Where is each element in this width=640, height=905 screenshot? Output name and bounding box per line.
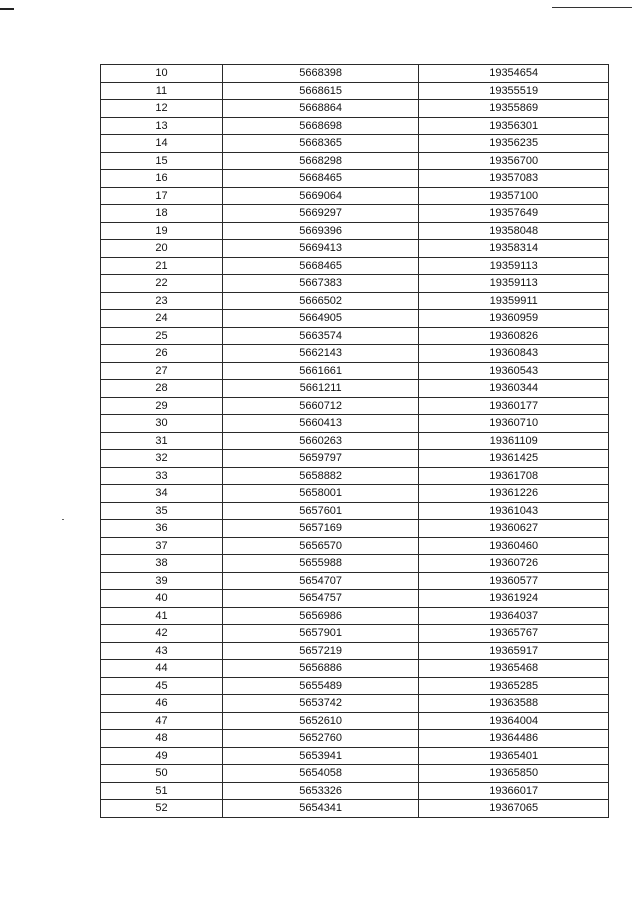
y-coordinate-cell: 19356235 xyxy=(419,135,609,153)
y-coordinate-cell: 19365401 xyxy=(419,747,609,765)
y-coordinate-cell: 19361043 xyxy=(419,502,609,520)
point-number-cell: 14 xyxy=(101,135,223,153)
x-coordinate-cell: 5664905 xyxy=(222,310,418,328)
x-coordinate-cell: 5652760 xyxy=(222,730,418,748)
y-coordinate-cell: 19366017 xyxy=(419,782,609,800)
coordinates-table xyxy=(100,64,609,818)
table-row xyxy=(101,222,609,240)
table-row xyxy=(101,765,609,783)
table-row xyxy=(101,555,609,573)
x-coordinate-cell: 5653941 xyxy=(222,747,418,765)
point-number-cell: 36 xyxy=(101,520,223,538)
point-number-cell: 15 xyxy=(101,152,223,170)
x-coordinate-cell: 5656570 xyxy=(222,537,418,555)
table-row xyxy=(101,572,609,590)
x-coordinate-cell: 5669064 xyxy=(222,187,418,205)
coordinates-table-body xyxy=(101,65,609,818)
y-coordinate-cell: 19365917 xyxy=(419,642,609,660)
point-number-cell: 43 xyxy=(101,642,223,660)
x-coordinate-cell: 5653326 xyxy=(222,782,418,800)
y-coordinate-cell: 19360959 xyxy=(419,310,609,328)
table-row xyxy=(101,152,609,170)
table-row xyxy=(101,520,609,538)
y-coordinate-cell: 19361109 xyxy=(419,432,609,450)
table-row xyxy=(101,590,609,608)
table-row xyxy=(101,432,609,450)
point-number-cell: 39 xyxy=(101,572,223,590)
table-row xyxy=(101,345,609,363)
x-coordinate-cell: 5655988 xyxy=(222,555,418,573)
table-row xyxy=(101,642,609,660)
y-coordinate-cell: 19359113 xyxy=(419,275,609,293)
point-number-cell: 34 xyxy=(101,485,223,503)
y-coordinate-cell: 19360710 xyxy=(419,415,609,433)
point-number-cell: 18 xyxy=(101,205,223,223)
point-number-cell: 46 xyxy=(101,695,223,713)
point-number-cell: 24 xyxy=(101,310,223,328)
x-coordinate-cell: 5660263 xyxy=(222,432,418,450)
point-number-cell: 16 xyxy=(101,170,223,188)
point-number-cell: 49 xyxy=(101,747,223,765)
y-coordinate-cell: 19356301 xyxy=(419,117,609,135)
x-coordinate-cell: 5656986 xyxy=(222,607,418,625)
table-row xyxy=(101,380,609,398)
point-number-cell: 17 xyxy=(101,187,223,205)
x-coordinate-cell: 5667383 xyxy=(222,275,418,293)
point-number-cell: 31 xyxy=(101,432,223,450)
table-row xyxy=(101,82,609,100)
y-coordinate-cell: 19367065 xyxy=(419,800,609,818)
x-coordinate-cell: 5657901 xyxy=(222,625,418,643)
x-coordinate-cell: 5659797 xyxy=(222,450,418,468)
table-row xyxy=(101,747,609,765)
point-number-cell: 13 xyxy=(101,117,223,135)
point-number-cell: 11 xyxy=(101,82,223,100)
table-row xyxy=(101,310,609,328)
x-coordinate-cell: 5654707 xyxy=(222,572,418,590)
point-number-cell: 23 xyxy=(101,292,223,310)
table-row xyxy=(101,537,609,555)
point-number-cell: 47 xyxy=(101,712,223,730)
y-coordinate-cell: 19364037 xyxy=(419,607,609,625)
table-row xyxy=(101,712,609,730)
point-number-cell: 50 xyxy=(101,765,223,783)
x-coordinate-cell: 5657601 xyxy=(222,502,418,520)
x-coordinate-cell: 5654058 xyxy=(222,765,418,783)
table-row xyxy=(101,117,609,135)
point-number-cell: 40 xyxy=(101,590,223,608)
table-row xyxy=(101,660,609,678)
y-coordinate-cell: 19360726 xyxy=(419,555,609,573)
point-number-cell: 35 xyxy=(101,502,223,520)
table-row xyxy=(101,327,609,345)
y-coordinate-cell: 19364486 xyxy=(419,730,609,748)
table-row xyxy=(101,170,609,188)
table-row xyxy=(101,467,609,485)
x-coordinate-cell: 5668298 xyxy=(222,152,418,170)
point-number-cell: 25 xyxy=(101,327,223,345)
table-row xyxy=(101,135,609,153)
y-coordinate-cell: 19361226 xyxy=(419,485,609,503)
table-row xyxy=(101,362,609,380)
x-coordinate-cell: 5657219 xyxy=(222,642,418,660)
y-coordinate-cell: 19361708 xyxy=(419,467,609,485)
x-coordinate-cell: 5660413 xyxy=(222,415,418,433)
y-coordinate-cell: 19365767 xyxy=(419,625,609,643)
x-coordinate-cell: 5663574 xyxy=(222,327,418,345)
y-coordinate-cell: 19360460 xyxy=(419,537,609,555)
table-row xyxy=(101,205,609,223)
point-number-cell: 37 xyxy=(101,537,223,555)
point-number-cell: 30 xyxy=(101,415,223,433)
scan-mark-left xyxy=(0,8,14,10)
y-coordinate-cell: 19358314 xyxy=(419,240,609,258)
x-coordinate-cell: 5668365 xyxy=(222,135,418,153)
point-number-cell: 28 xyxy=(101,380,223,398)
x-coordinate-cell: 5669297 xyxy=(222,205,418,223)
x-coordinate-cell: 5668465 xyxy=(222,257,418,275)
table-row xyxy=(101,782,609,800)
table-row xyxy=(101,607,609,625)
table-row xyxy=(101,187,609,205)
table-row xyxy=(101,100,609,118)
table-row xyxy=(101,240,609,258)
x-coordinate-cell: 5666502 xyxy=(222,292,418,310)
y-coordinate-cell: 19357649 xyxy=(419,205,609,223)
x-coordinate-cell: 5661211 xyxy=(222,380,418,398)
y-coordinate-cell: 19360577 xyxy=(419,572,609,590)
point-number-cell: 27 xyxy=(101,362,223,380)
point-number-cell: 19 xyxy=(101,222,223,240)
y-coordinate-cell: 19354654 xyxy=(419,65,609,83)
x-coordinate-cell: 5660712 xyxy=(222,397,418,415)
x-coordinate-cell: 5653742 xyxy=(222,695,418,713)
table-row xyxy=(101,65,609,83)
y-coordinate-cell: 19356700 xyxy=(419,152,609,170)
y-coordinate-cell: 19360177 xyxy=(419,397,609,415)
x-coordinate-cell: 5654757 xyxy=(222,590,418,608)
x-coordinate-cell: 5661661 xyxy=(222,362,418,380)
point-number-cell: 42 xyxy=(101,625,223,643)
x-coordinate-cell: 5655489 xyxy=(222,677,418,695)
table-row xyxy=(101,677,609,695)
point-number-cell: 45 xyxy=(101,677,223,695)
table-row xyxy=(101,800,609,818)
x-coordinate-cell: 5658001 xyxy=(222,485,418,503)
point-number-cell: 12 xyxy=(101,100,223,118)
x-coordinate-cell: 5656886 xyxy=(222,660,418,678)
point-number-cell: 48 xyxy=(101,730,223,748)
y-coordinate-cell: 19357083 xyxy=(419,170,609,188)
y-coordinate-cell: 19360826 xyxy=(419,327,609,345)
point-number-cell: 10 xyxy=(101,65,223,83)
point-number-cell: 38 xyxy=(101,555,223,573)
x-coordinate-cell: 5654341 xyxy=(222,800,418,818)
table-row xyxy=(101,625,609,643)
table-row xyxy=(101,730,609,748)
table-row xyxy=(101,485,609,503)
x-coordinate-cell: 5668698 xyxy=(222,117,418,135)
x-coordinate-cell: 5668864 xyxy=(222,100,418,118)
y-coordinate-cell: 19360843 xyxy=(419,345,609,363)
point-number-cell: 32 xyxy=(101,450,223,468)
x-coordinate-cell: 5652610 xyxy=(222,712,418,730)
scan-speck xyxy=(62,519,64,520)
x-coordinate-cell: 5669413 xyxy=(222,240,418,258)
y-coordinate-cell: 19359911 xyxy=(419,292,609,310)
table-row xyxy=(101,502,609,520)
table-row xyxy=(101,450,609,468)
y-coordinate-cell: 19355519 xyxy=(419,82,609,100)
point-number-cell: 21 xyxy=(101,257,223,275)
table-row xyxy=(101,275,609,293)
y-coordinate-cell: 19355869 xyxy=(419,100,609,118)
x-coordinate-cell: 5668398 xyxy=(222,65,418,83)
scan-mark-right xyxy=(552,7,632,8)
y-coordinate-cell: 19364004 xyxy=(419,712,609,730)
x-coordinate-cell: 5668615 xyxy=(222,82,418,100)
y-coordinate-cell: 19360344 xyxy=(419,380,609,398)
point-number-cell: 41 xyxy=(101,607,223,625)
y-coordinate-cell: 19363588 xyxy=(419,695,609,713)
x-coordinate-cell: 5662143 xyxy=(222,345,418,363)
point-number-cell: 52 xyxy=(101,800,223,818)
point-number-cell: 33 xyxy=(101,467,223,485)
y-coordinate-cell: 19361425 xyxy=(419,450,609,468)
point-number-cell: 44 xyxy=(101,660,223,678)
table-row xyxy=(101,292,609,310)
point-number-cell: 22 xyxy=(101,275,223,293)
point-number-cell: 29 xyxy=(101,397,223,415)
table-row xyxy=(101,257,609,275)
table-row xyxy=(101,415,609,433)
y-coordinate-cell: 19361924 xyxy=(419,590,609,608)
y-coordinate-cell: 19365468 xyxy=(419,660,609,678)
y-coordinate-cell: 19358048 xyxy=(419,222,609,240)
point-number-cell: 20 xyxy=(101,240,223,258)
y-coordinate-cell: 19360627 xyxy=(419,520,609,538)
x-coordinate-cell: 5657169 xyxy=(222,520,418,538)
point-number-cell: 51 xyxy=(101,782,223,800)
x-coordinate-cell: 5658882 xyxy=(222,467,418,485)
y-coordinate-cell: 19360543 xyxy=(419,362,609,380)
y-coordinate-cell: 19365850 xyxy=(419,765,609,783)
y-coordinate-cell: 19357100 xyxy=(419,187,609,205)
y-coordinate-cell: 19365285 xyxy=(419,677,609,695)
y-coordinate-cell: 19359113 xyxy=(419,257,609,275)
table-row xyxy=(101,695,609,713)
x-coordinate-cell: 5669396 xyxy=(222,222,418,240)
x-coordinate-cell: 5668465 xyxy=(222,170,418,188)
point-number-cell: 26 xyxy=(101,345,223,363)
table-row xyxy=(101,397,609,415)
